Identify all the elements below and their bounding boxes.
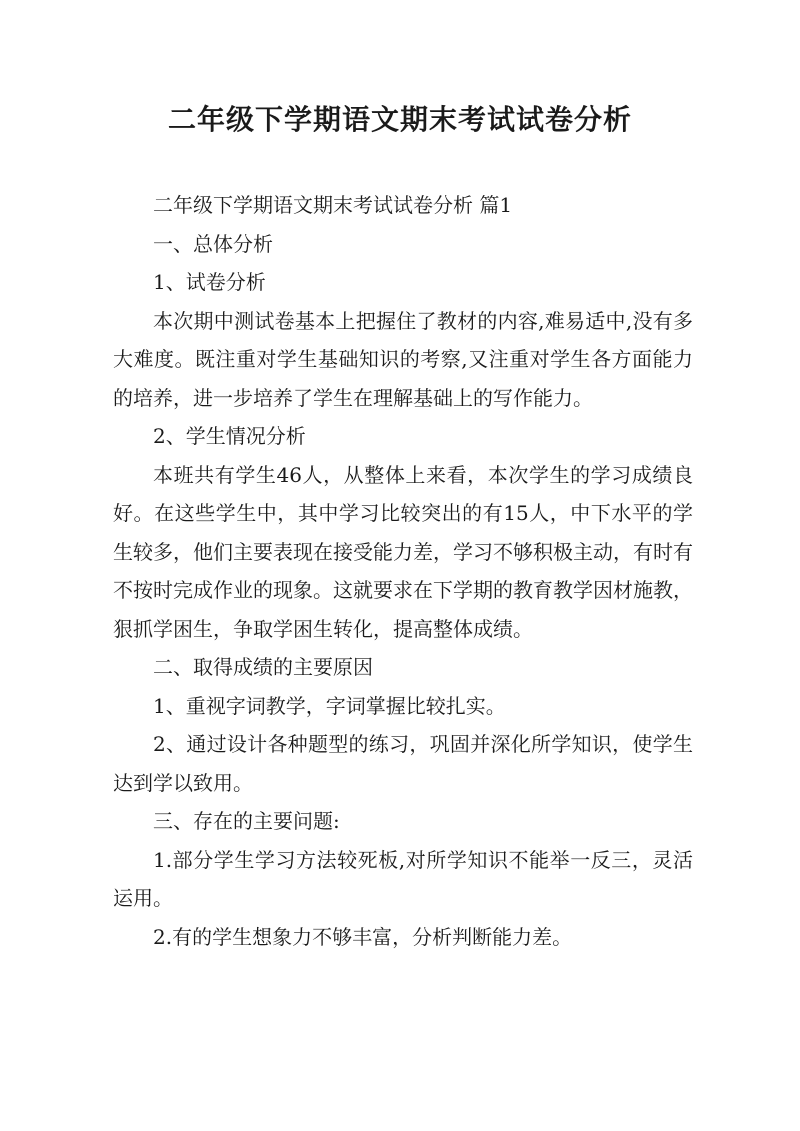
list-item-problem-1: 1.部分学生学习方法较死板,对所学知识不能举一反三，灵活运用。 — [113, 847, 693, 910]
subheading-student-analysis: 2、学生情况分析 — [153, 424, 306, 448]
list-item-reason-2: 2、通过设计各种题型的练习，巩固并深化所学知识，使学生达到学以致用。 — [113, 732, 693, 795]
document-body — [113, 186, 693, 956]
document-title: 二年级下学期语文期末考试试卷分析 — [167, 103, 632, 136]
paragraph-paper-analysis: 本次期中测试卷基本上把握住了教材的内容,难易适中,没有多大难度。既注重对学生基础知识的考察,又注重对学生各方面能力的培养，进一步培养了学生在理解基础上的写作能力。 — [113, 308, 693, 410]
section-heading-part1: 二年级下学期语文期末考试试卷分析 篇1 — [153, 193, 513, 217]
paragraph-student-analysis: 本班共有学生46人，从整体上来看，本次学生的学习成绩良好。在这些学生中，其中学习比较突出的有15人，中下水平的学生较多，他们主要表现在接受能力差，学习不够积极主动，有时有不按时完成作业的现象。这就要求在下学期的教育教学因材施教，狠抓学困生，争取学困生转化，提高整体成绩。 — [113, 462, 693, 641]
heading-main-problems: 三、存在的主要问题: — [153, 809, 340, 833]
heading-main-reasons: 二、取得成绩的主要原因 — [153, 655, 373, 679]
list-item-problem-2: 2.有的学生想象力不够丰富，分析判断能力差。 — [153, 924, 573, 949]
heading-overall-analysis: 一、总体分析 — [153, 231, 273, 256]
subheading-paper-analysis: 1、试卷分析 — [153, 270, 266, 294]
list-item-reason-1: 1、重视字词教学，字词掌握比较扎实。 — [153, 693, 506, 718]
